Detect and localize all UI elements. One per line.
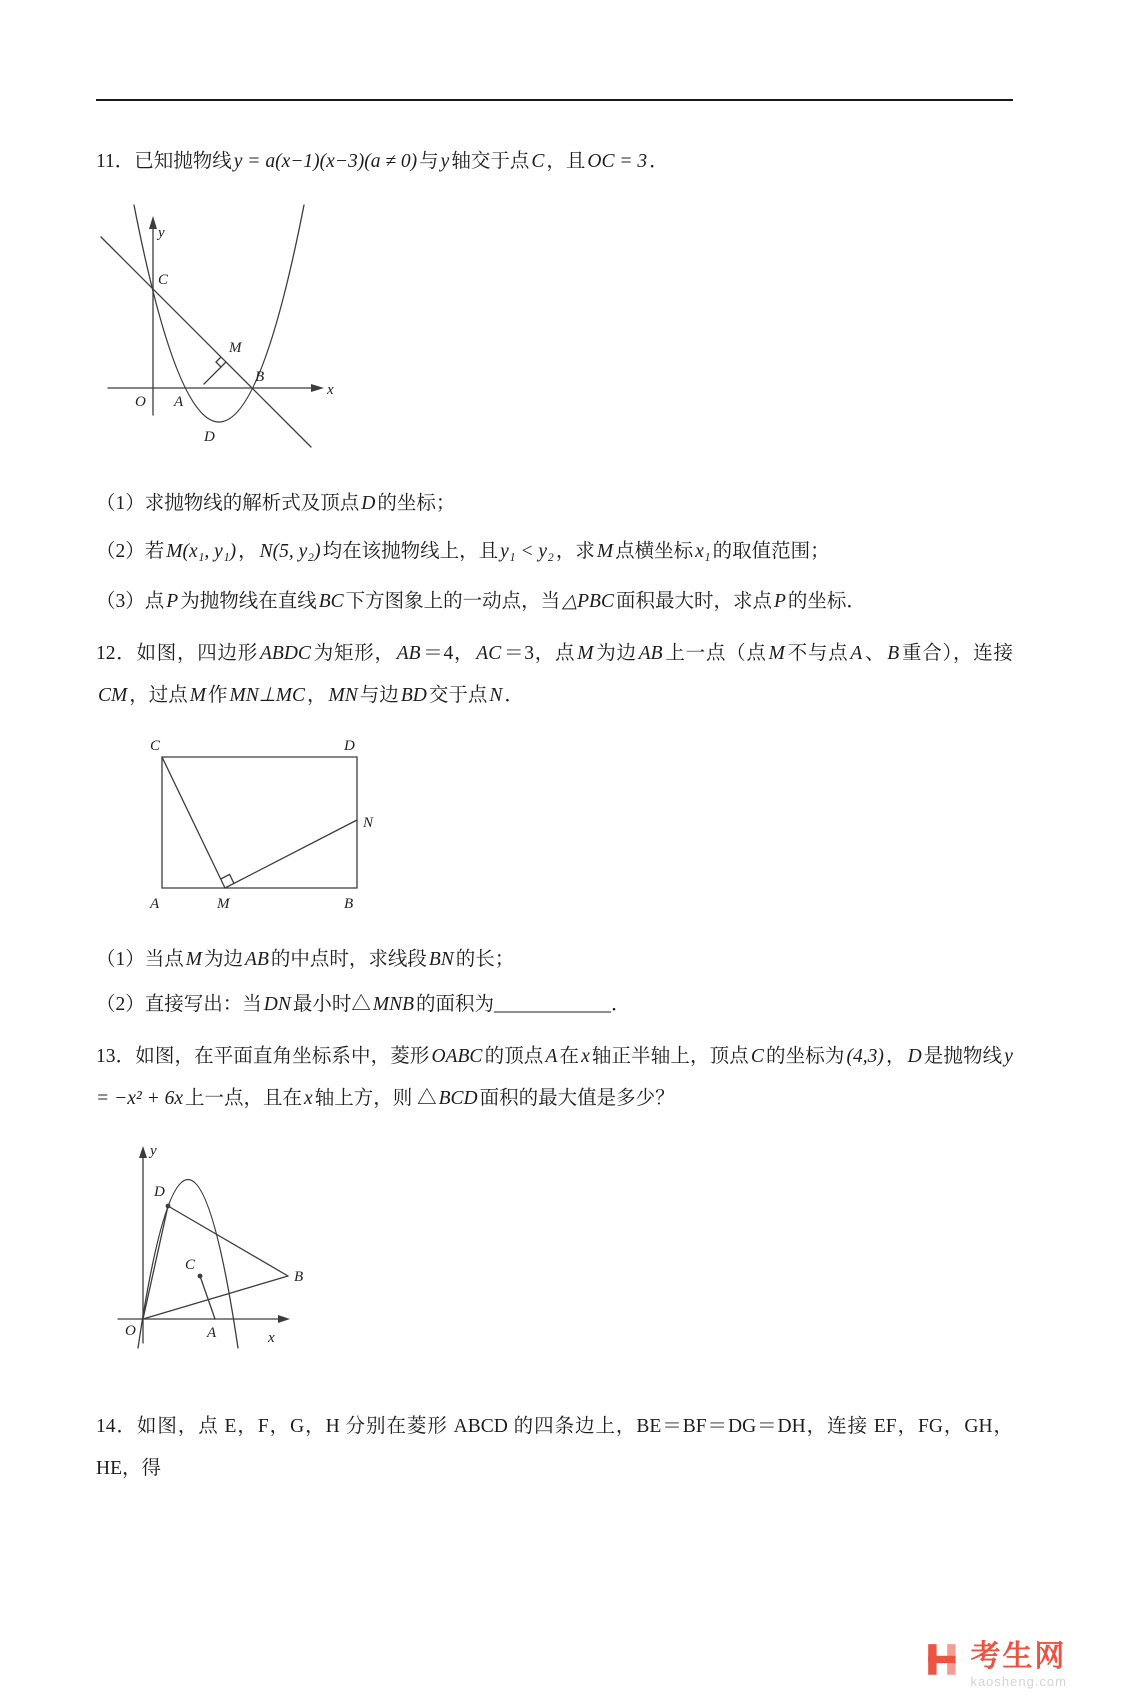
right-angle-mark [216, 357, 221, 367]
label-m: M [229, 339, 242, 356]
problem-12-stem: 12．如图，四边形 ABDC 为矩形， AB ＝4， AC ＝3，点 M 为边 AB 上一点（点 M 不与点 A 、 B 重合），连接CM ，过点 M 作 MN⊥MC ， MN 与边 BD 交于点 N ． [96, 642, 1013, 706]
segment-bo [143, 1276, 288, 1319]
problem-11-question-2: （2）若 M(x₁, y₁) ， N(5, y₂) 均在该抛物线上，且 y₁ < y₂ ，求 M 点横坐标 x₁ 的取值范围； [96, 540, 830, 562]
label-b: B [255, 368, 265, 385]
label-n: N [363, 814, 374, 831]
watermark-text [970, 1641, 1067, 1690]
label-d: D [204, 428, 215, 445]
segment-mn [225, 820, 357, 888]
problem-12-question-2: （2）直接写出：当 DN 最小时△ MNB 的面积为____________． [96, 994, 631, 1016]
problem-11-question-3: （3）点 P 为抛物线在直线 BC 下方图象上的一动点，当 △PBC 面积最大时，求点 P 的坐标． [96, 590, 866, 612]
label-c: C [158, 271, 169, 288]
segment-od [143, 1206, 168, 1319]
segment-cm [162, 757, 225, 888]
label-a: A [174, 393, 184, 410]
problem-14-stem: 14．如图，点 E，F，G，H 分别在菱形 ABCD 的四条边上，BE＝BF＝DG＝DH，连接 EF，FG，GH，HE，得 [96, 1416, 1013, 1480]
watermark-brand: 考生网 [970, 1639, 1067, 1673]
watermark [925, 1641, 1067, 1690]
label-m: M [217, 895, 230, 912]
parabola-line-diagram [96, 203, 346, 468]
label-y: y [150, 1143, 157, 1160]
perpendicular-segment [204, 362, 226, 384]
label-b: B [294, 1269, 304, 1286]
rectangle-diagram [140, 735, 380, 920]
line-bc [101, 237, 311, 447]
label-d: D [344, 737, 355, 754]
point-c [198, 1274, 203, 1279]
problem-13-figure [110, 1136, 1013, 1356]
problem-12-figure [140, 735, 1013, 925]
label-c: C [185, 1257, 196, 1274]
rhombus-parabola-diagram [110, 1136, 325, 1351]
problem-11-question-1: （1）求抛物线的解析式及顶点 D 的坐标； [96, 492, 456, 514]
label-o: O [135, 393, 146, 410]
label-x: x [268, 1330, 275, 1347]
y-axis-arrow-icon [149, 216, 157, 229]
problem-13-stem: 13．如图，在平面直角坐标系中，菱形 OABC 的顶点 A 在 x 轴正半轴上，顶点 C 的坐标为 (4,3) ， D 是抛物线 y = −x² + 6x 上一点，且在 x 轴上方，则 △ BCD 面积的最大值是多少？ [96, 1046, 1013, 1110]
watermark-domain: kaosheng.com [970, 1674, 1067, 1689]
segment-ca [200, 1276, 215, 1319]
exam-content [0, 99, 1131, 1490]
y-axis-arrow-icon [139, 1146, 147, 1158]
label-o: O [125, 1323, 136, 1340]
rectangle-abdc [162, 757, 357, 888]
label-a: A [207, 1325, 217, 1342]
page [0, 99, 1131, 1699]
label-y: y [158, 224, 165, 241]
point-d [166, 1204, 171, 1209]
header-divider [96, 99, 1013, 101]
label-x: x [327, 381, 334, 398]
label-b: B [344, 895, 354, 912]
kaosheng-logo-icon [925, 1641, 963, 1679]
label-d: D [154, 1184, 165, 1201]
x-axis-arrow-icon [311, 384, 324, 392]
label-c: C [150, 737, 161, 754]
x-axis-arrow-icon [278, 1315, 290, 1323]
problem-12-question-1: （1）当点 M 为边 AB 的中点时，求线段 BN 的长； [96, 948, 515, 970]
problem-11-stem: 11．已知抛物线 y = a(x−1)(x−3)(a ≠ 0) 与 y 轴交于点 C ，且 OC = 3 ． [96, 151, 669, 172]
label-a: A [150, 895, 160, 912]
problem-11-figure [96, 203, 1013, 473]
